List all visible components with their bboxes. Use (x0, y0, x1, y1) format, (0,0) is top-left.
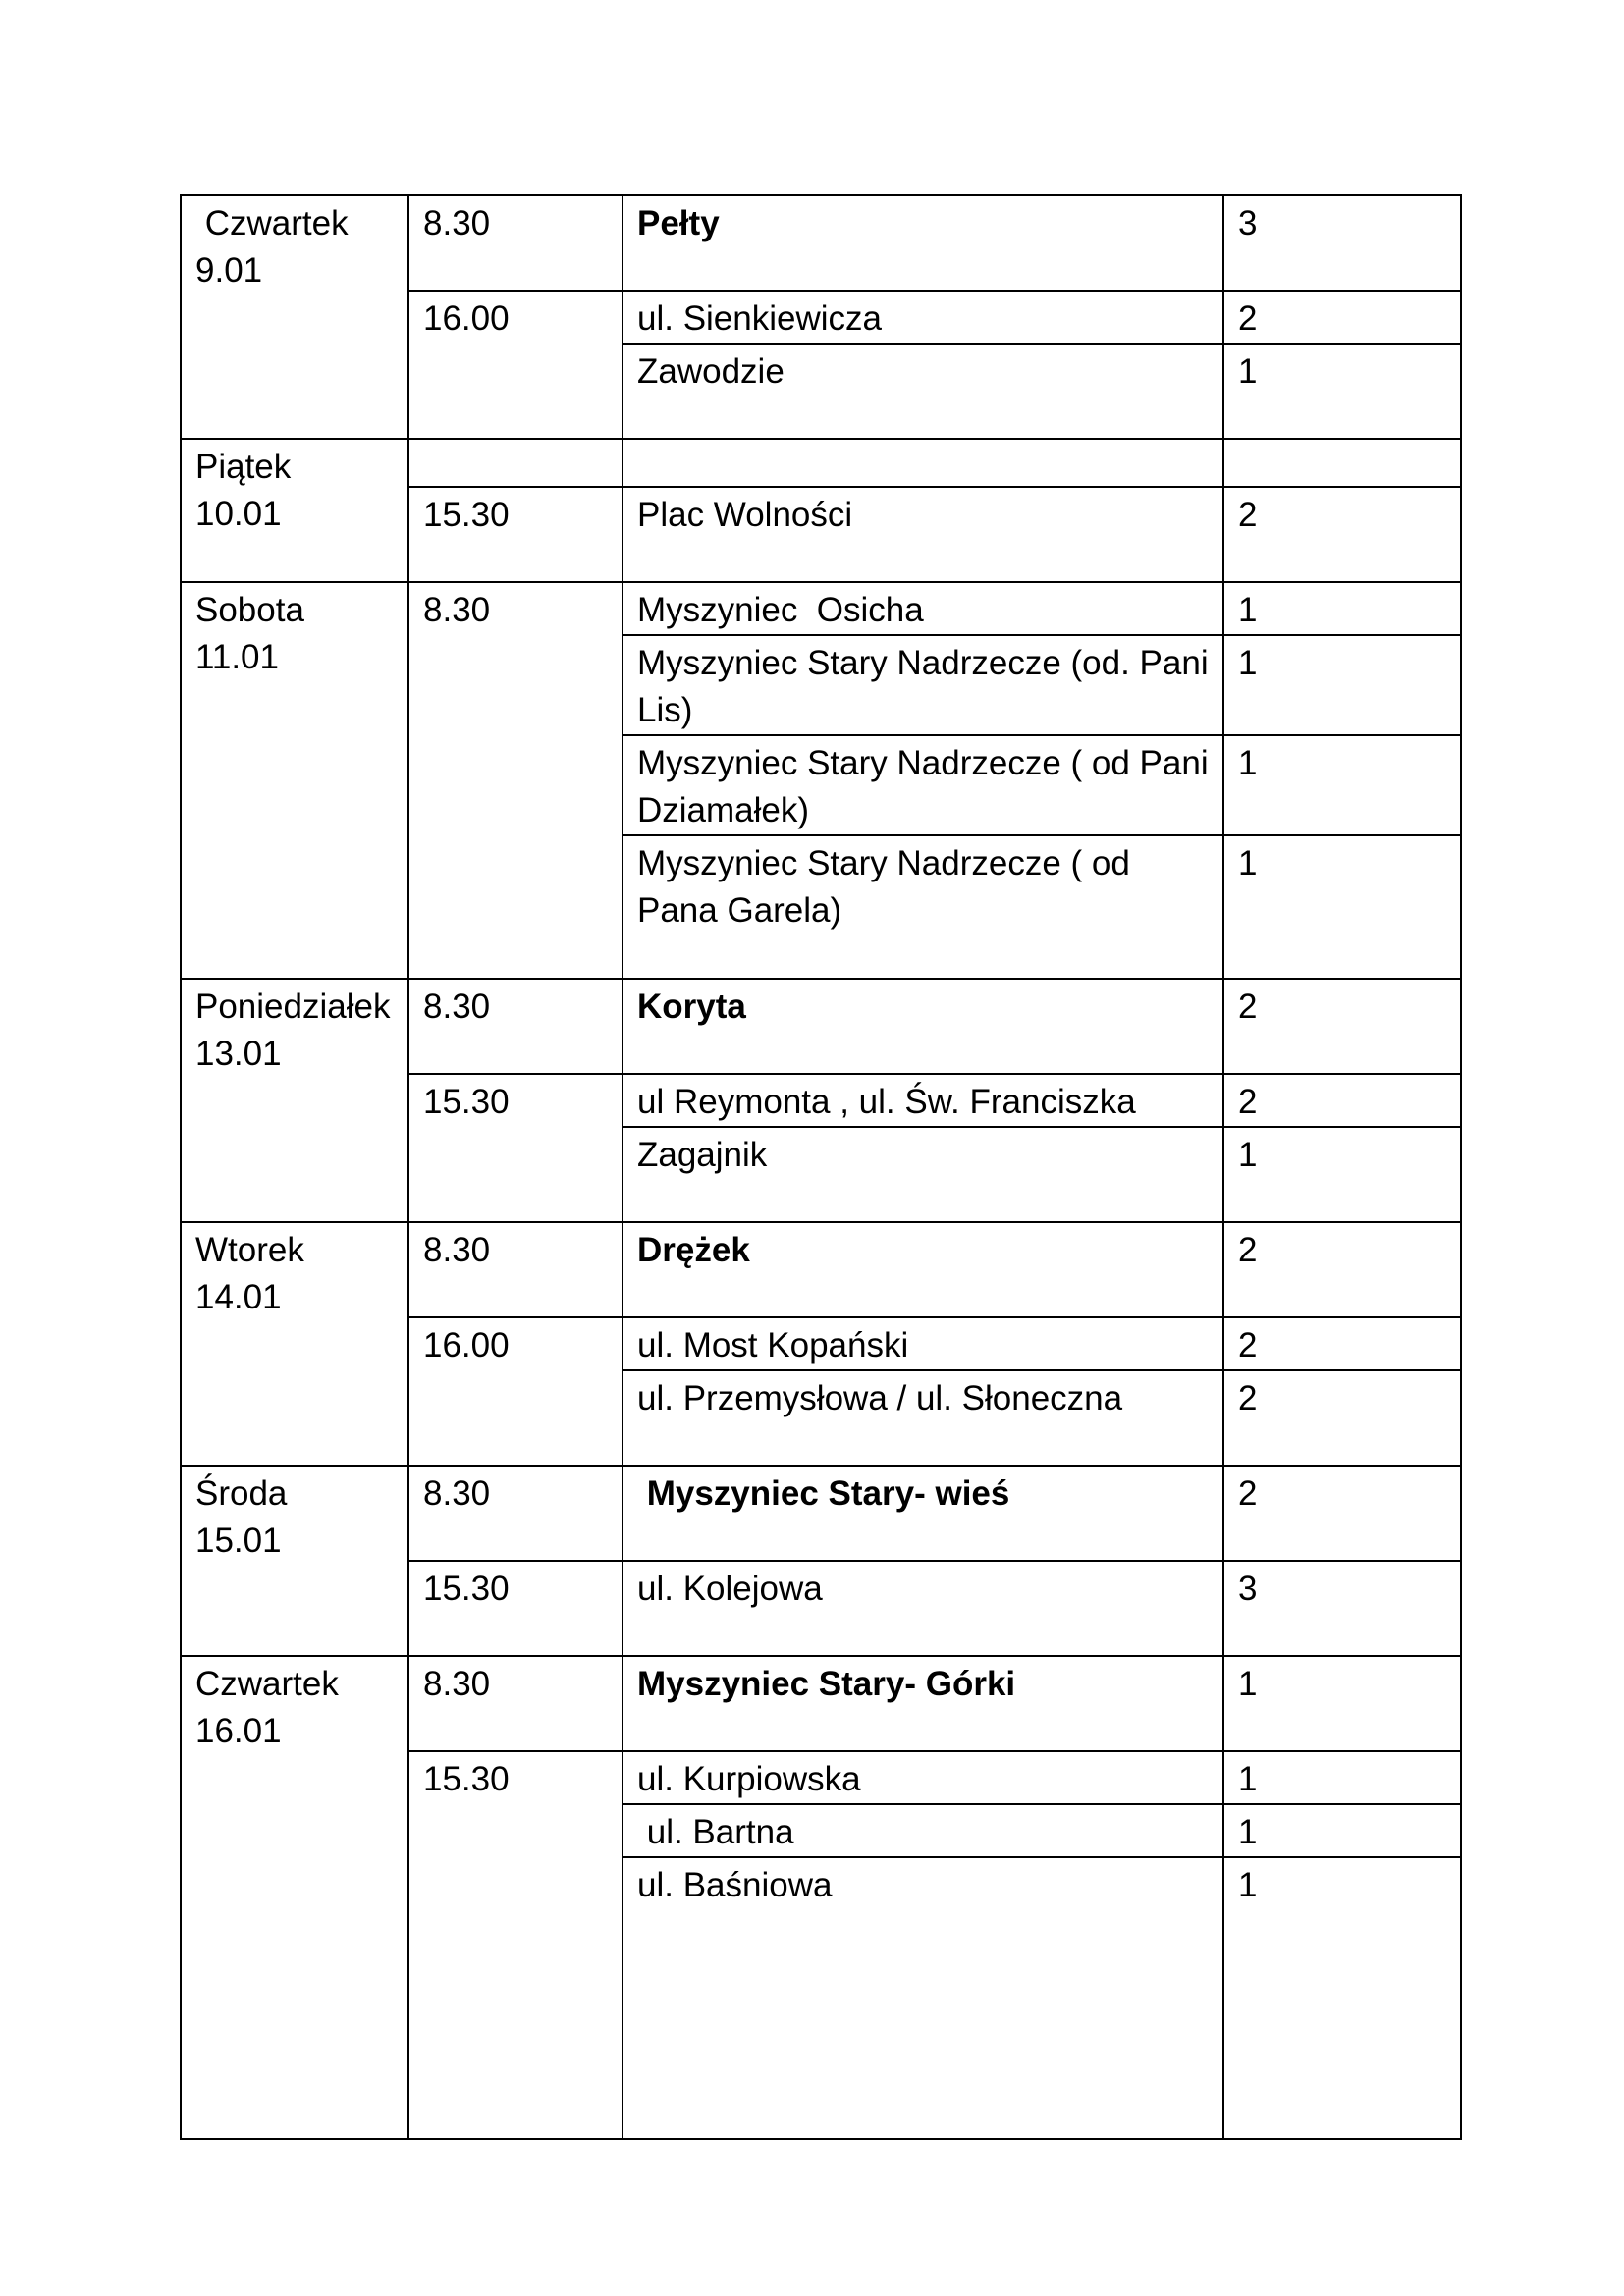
count-cell: 2 (1223, 1317, 1461, 1370)
place-cell: Myszyniec Stary Nadrzecze ( od Pana Garela) (623, 835, 1223, 979)
day-date: 14.01 (195, 1278, 282, 1316)
day-date: 10.01 (195, 495, 282, 533)
time-cell: 15.30 (408, 1751, 623, 2139)
time-cell: 8.30 (408, 195, 623, 291)
count-cell: 3 (1223, 1561, 1461, 1656)
day-name: Poniedziałek (195, 988, 391, 1026)
count-cell (1223, 439, 1461, 487)
place-cell: ul. Bartna (623, 1804, 1223, 1857)
count-cell: 1 (1223, 344, 1461, 439)
time-cell: 8.30 (408, 1656, 623, 1751)
table-row (181, 1466, 1461, 1561)
day-date: 9.01 (195, 251, 263, 290)
time-cell: 15.30 (408, 1561, 623, 1656)
time-cell: 15.30 (408, 1074, 623, 1222)
day-name: Czwartek (195, 204, 349, 242)
place-cell: Koryta (623, 979, 1223, 1074)
count-cell: 1 (1223, 1857, 1461, 2139)
count-cell: 2 (1223, 1074, 1461, 1127)
place-cell: Plac Wolności (623, 487, 1223, 582)
time-cell (408, 439, 623, 487)
place-cell: ul. Most Kopański (623, 1317, 1223, 1370)
count-cell: 1 (1223, 1751, 1461, 1804)
count-cell: 1 (1223, 1127, 1461, 1222)
schedule-table (180, 194, 1462, 2140)
count-cell: 2 (1223, 1466, 1461, 1561)
count-cell: 2 (1223, 1370, 1461, 1466)
count-cell: 1 (1223, 1804, 1461, 1857)
table-row (181, 1656, 1461, 1751)
day-cell (181, 439, 408, 582)
day-cell (181, 1466, 408, 1656)
table-row (181, 582, 1461, 635)
day-date: 11.01 (195, 638, 279, 676)
place-cell: ul. Sienkiewicza (623, 291, 1223, 344)
place-cell: Dręż​ek (623, 1222, 1223, 1317)
place-cell: ul Reymonta , ul. Św. Franciszka (623, 1074, 1223, 1127)
count-cell: 1 (1223, 735, 1461, 835)
time-cell: 8.30 (408, 582, 623, 979)
table-row (181, 1222, 1461, 1317)
day-cell (181, 582, 408, 979)
day-date: 15.01 (195, 1522, 282, 1560)
day-date: 13.01 (195, 1035, 282, 1073)
place-cell: Myszyniec Stary- wieś (623, 1466, 1223, 1561)
place-cell: Myszyniec Osicha (623, 582, 1223, 635)
count-cell: 2 (1223, 291, 1461, 344)
day-cell (181, 1656, 408, 2139)
day-name: Czwartek (195, 1665, 339, 1703)
count-cell: 2 (1223, 487, 1461, 582)
day-cell (181, 1222, 408, 1466)
time-cell: 16.00 (408, 1317, 623, 1466)
day-date: 16.01 (195, 1712, 282, 1750)
count-cell: 2 (1223, 979, 1461, 1074)
place-cell: ul. Kolejowa (623, 1561, 1223, 1656)
place-cell: Myszyniec Stary Nadrzecze (od. Pani Lis) (623, 635, 1223, 735)
count-cell: 1 (1223, 635, 1461, 735)
day-cell (181, 979, 408, 1222)
table-row (181, 439, 1461, 487)
count-cell: 1 (1223, 1656, 1461, 1751)
place-cell: Myszyniec Stary- Górki (623, 1656, 1223, 1751)
count-cell: 2 (1223, 1222, 1461, 1317)
place-cell: Myszyniec Stary Nadrzecze ( od Pani Dziamałek) (623, 735, 1223, 835)
count-cell: 3 (1223, 195, 1461, 291)
place-cell (623, 439, 1223, 487)
day-name: Wtorek (195, 1231, 304, 1269)
place-cell: Zawodzie (623, 344, 1223, 439)
place-cell: ul. Kurpiowska (623, 1751, 1223, 1804)
count-cell: 1 (1223, 835, 1461, 979)
day-name: Środa (195, 1474, 288, 1513)
table-row (181, 979, 1461, 1074)
time-cell: 8.30 (408, 979, 623, 1074)
table-row (181, 195, 1461, 291)
day-name: Piątek (195, 448, 292, 486)
place-cell: ul. Przemysłowa / ul. Słoneczna (623, 1370, 1223, 1466)
day-name: Sobota (195, 591, 304, 629)
time-cell: 16.00 (408, 291, 623, 439)
time-cell: 8.30 (408, 1222, 623, 1317)
day-cell (181, 195, 408, 439)
time-cell: 15.30 (408, 487, 623, 582)
place-cell: Pełty (623, 195, 1223, 291)
count-cell: 1 (1223, 582, 1461, 635)
time-cell: 8.30 (408, 1466, 623, 1561)
place-cell: Zagajnik (623, 1127, 1223, 1222)
place-cell: ul. Baśniowa (623, 1857, 1223, 2139)
